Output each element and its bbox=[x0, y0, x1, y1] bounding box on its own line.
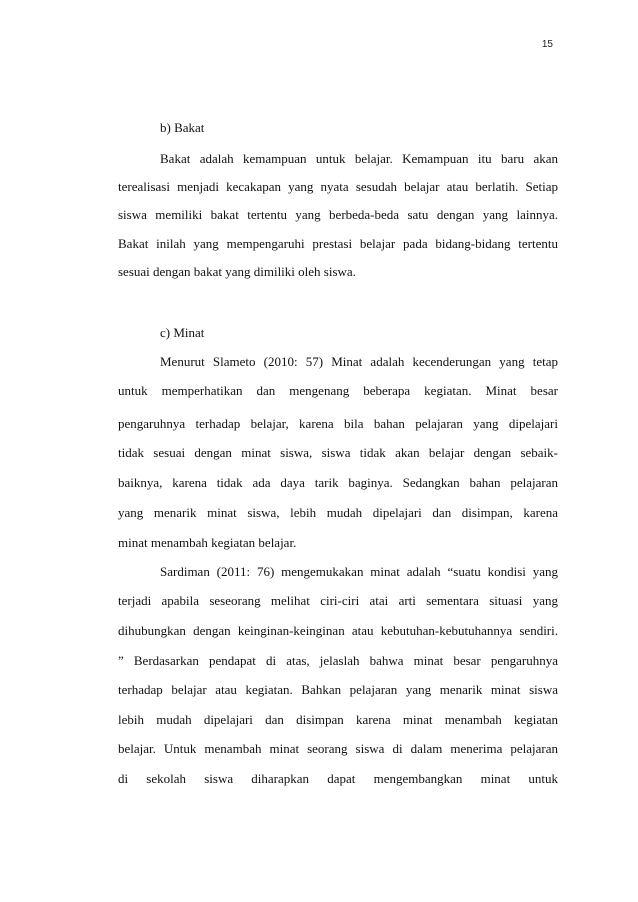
text-line: Bakat adalah kemampuan untuk belajar. Kemampuan itu baru akan bbox=[160, 151, 558, 166]
page-number: 15 bbox=[541, 39, 553, 50]
text-line: terhadap belajar atau kegiatan. Bahkan pelajaran yang menarik minat siswa bbox=[118, 682, 558, 697]
text-line: siswa memiliki bakat tertentu yang berbeda-beda satu dengan yang lainnya. bbox=[118, 207, 558, 222]
text-line: dihubungkan dengan keinginan-keinginan atau kebutuhan-kebutuhannya sendiri. bbox=[118, 623, 558, 638]
text-line: yang menarik minat siswa, lebih mudah dipelajari dan disimpan, karena bbox=[118, 505, 558, 520]
section-heading: b) Bakat bbox=[160, 120, 205, 135]
text-line: terealisasi menjadi kecakapan yang nyata sesudah belajar atau berlatih. Setiap bbox=[118, 179, 558, 194]
text-line: di sekolah siswa diharapkan dapat mengembangkan minat untuk bbox=[118, 771, 558, 786]
text-line: Sardiman (2011: 76) mengemukakan minat adalah “suatu kondisi yang bbox=[160, 564, 558, 579]
text-line: Bakat inilah yang mempengaruhi prestasi belajar pada bidang-bidang tertentu bbox=[118, 236, 558, 251]
text-line: lebih mudah dipelajari dan disimpan karena minat menambah kegiatan bbox=[118, 712, 558, 727]
text-line: tidak sesuai dengan minat siswa, siswa tidak akan belajar dengan sebaik- bbox=[118, 445, 558, 460]
text-line: ” Berdasarkan pendapat di atas, jelaslah bahwa minat besar pengaruhnya bbox=[118, 653, 558, 668]
text-line: belajar. Untuk menambah minat seorang siswa di dalam menerima pelajaran bbox=[118, 741, 558, 756]
text-line: minat menambah kegiatan belajar. bbox=[118, 535, 297, 550]
text-line: Menurut Slameto (2010: 57) Minat adalah kecenderungan yang tetap bbox=[160, 354, 558, 369]
text-line: sesuai dengan bakat yang dimiliki oleh siswa. bbox=[118, 264, 356, 279]
text-line: baiknya, karena tidak ada daya tarik baginya. Sedangkan bahan pelajaran bbox=[118, 475, 558, 490]
text-line: terjadi apabila seseorang melihat ciri-ciri atai arti sementara situasi yang bbox=[118, 593, 558, 608]
text-line: untuk memperhatikan dan mengenang beberapa kegiatan. Minat besar bbox=[118, 383, 558, 398]
text-line: pengaruhnya terhadap belajar, karena bila bahan pelajaran yang dipelajari bbox=[118, 416, 558, 431]
section-heading: c) Minat bbox=[160, 325, 205, 340]
